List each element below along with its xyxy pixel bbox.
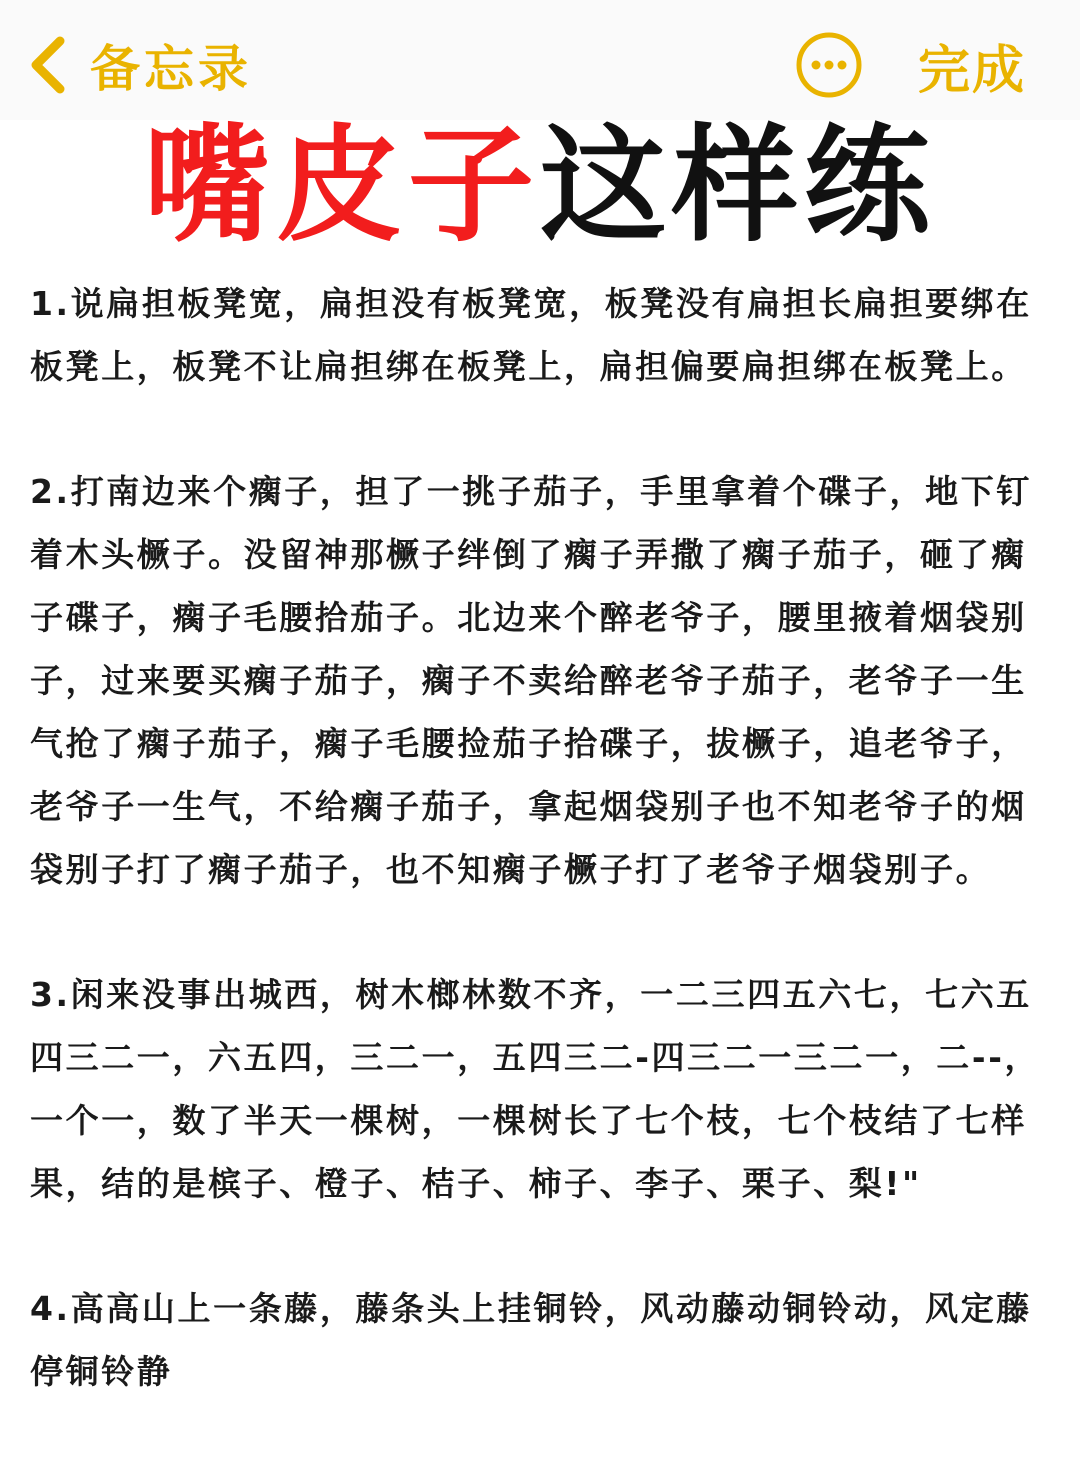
more-options-button[interactable] [794, 30, 864, 100]
tongue-twister-3: 3.闲来没事出城西，树木榔林数不齐，一二三四五六七，七六五四三二一，六五四，三二一，五四三二-四三二一三二一，二--，一个一，数了半天一棵树，一棵树长了七个枝，七个枝结了七样果，结的是槟子、橙子、桔子、柿子、李子、栗子、梨!" [30, 975, 1041, 1203]
back-button[interactable] [28, 30, 252, 100]
title-highlight: 嘴皮子 [144, 112, 540, 259]
done-button[interactable]: 完成 [918, 40, 1027, 101]
ellipsis-circle-icon [794, 85, 864, 104]
title-rest: 这样练 [540, 112, 936, 259]
chevron-left-icon [28, 35, 68, 95]
tongue-twister-2: 2.打南边来个瘸子，担了一挑子茄子，手里拿着个碟子，地下钉着木头橛子。没留神那橛子绊倒了瘸子弄撒了瘸子茄子，砸了瘸子碟子，瘸子毛腰拾茄子。北边来个醉老爷子，腰里掖着烟袋别子，过来要买瘸子茄子，瘸子不卖给醉老爷子茄子，老爷子一生气抢了瘸子茄子，瘸子毛腰捡茄子拾碟子，拔橛子，追老爷子，老爷子一生气，不给瘸子茄子，拿起烟袋别子也不知老爷子的烟袋别子打了瘸子茄子，也不知瘸子橛子打了老爷子烟袋别子。 [30, 472, 1032, 889]
page-title [0, 112, 1080, 259]
tongue-twister-4: 4.高高山上一条藤，藤条头上挂铜铃，风动藤动铜铃动，风定藤停铜铃静 [30, 1289, 1032, 1391]
note-content[interactable] [30, 272, 1050, 1465]
tongue-twister-1: 1.说扁担板凳宽，扁担没有板凳宽，板凳没有扁担长扁担要绑在板凳上，板凳不让扁担绑在板凳上，扁担偏要扁担绑在板凳上。 [30, 284, 1032, 386]
back-label: 备忘录 [90, 40, 252, 98]
navigation-bar [0, 0, 1080, 120]
